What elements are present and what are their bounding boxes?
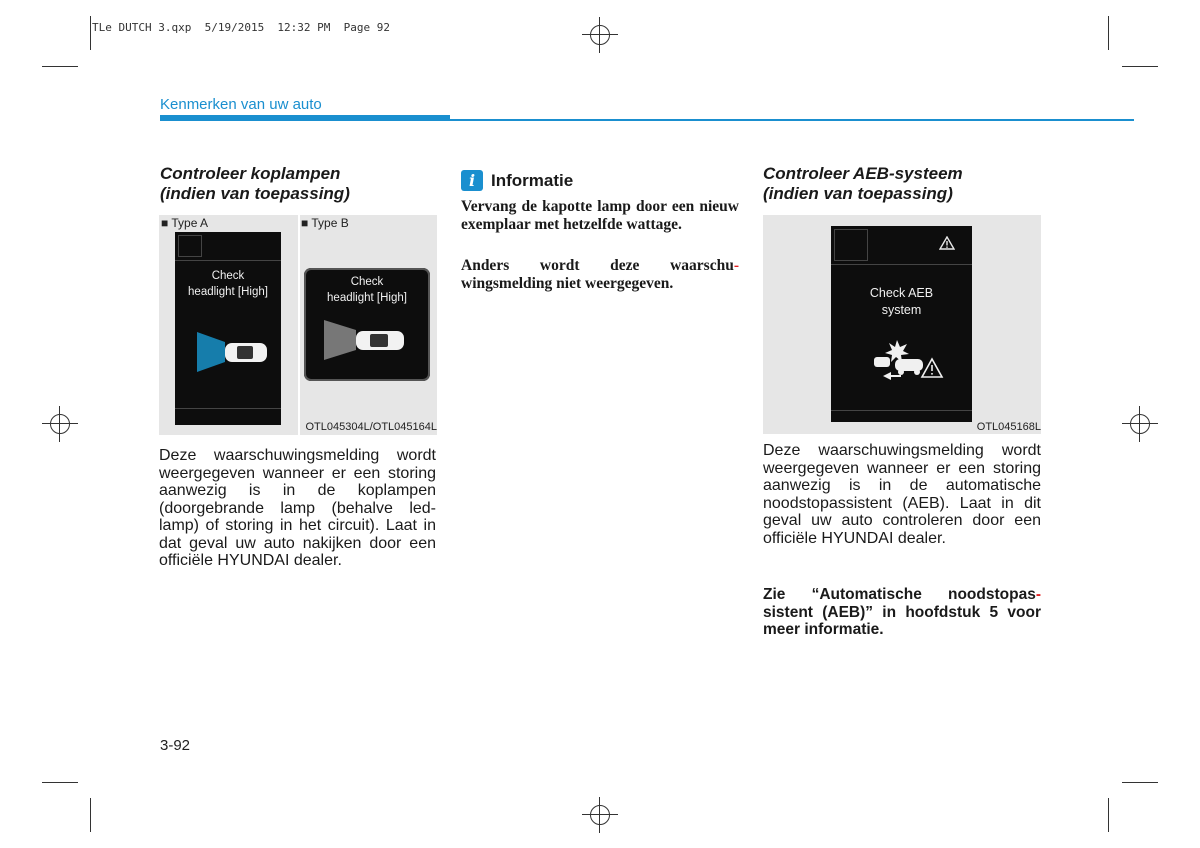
screen-a-line2: headlight [High] bbox=[188, 286, 268, 298]
right-image-code: OTL045168L bbox=[976, 421, 1041, 433]
crop-mark bbox=[90, 16, 91, 50]
type-b-label: ■ Type B bbox=[301, 216, 349, 230]
aeb-screen-line1: Check AEB bbox=[869, 286, 934, 300]
screen-divider bbox=[175, 260, 281, 261]
car-headlight-icon bbox=[189, 330, 273, 374]
left-heading-line1: Controleer koplampen bbox=[160, 164, 341, 183]
info-paragraph-2 bbox=[461, 257, 739, 293]
registration-mark-top bbox=[582, 17, 618, 53]
section-rule bbox=[450, 119, 1134, 121]
screen-b-message bbox=[304, 274, 430, 306]
registration-mark-left bbox=[42, 406, 78, 442]
printer-slug: TLe DUTCH 3.qxp 5/19/2015 12:32 PM Page 92 bbox=[92, 21, 391, 34]
aeb-screen-message bbox=[831, 285, 972, 319]
info-paragraph-1: Vervang de kapotte lamp door een nieuw exemplaar met hetzelfde wattage. bbox=[461, 198, 739, 233]
aeb-screen-line2: system bbox=[881, 303, 922, 317]
crop-mark bbox=[90, 798, 91, 832]
left-heading bbox=[160, 164, 440, 204]
car-headlight-icon bbox=[318, 318, 414, 362]
screen-a-line1: Check bbox=[211, 270, 245, 282]
screen-icon-slot bbox=[178, 235, 202, 257]
crop-mark bbox=[1122, 782, 1158, 783]
right-note-part1: Zie “Automatische noodstopas bbox=[763, 586, 1036, 603]
warning-triangle-icon bbox=[939, 236, 955, 250]
screen-divider bbox=[831, 410, 972, 411]
crop-mark bbox=[42, 782, 78, 783]
info-paragraph-2-part1: Anders wordt deze waarschu bbox=[461, 257, 734, 274]
headlight-figure bbox=[159, 215, 437, 435]
screen-a-message bbox=[175, 268, 281, 300]
screen-b-line2: headlight [High] bbox=[327, 292, 407, 304]
info-paragraph-2-part2: wingsmelding niet weergegeven. bbox=[461, 275, 674, 292]
crop-mark bbox=[1108, 16, 1109, 50]
cluster-screen-type-a bbox=[175, 232, 281, 425]
type-a-label: ■ Type A bbox=[161, 216, 209, 230]
right-paragraph: Deze waarschuwingsmelding wordt weergegeven wanneer er een storing aanwezig is in de automatische noodstopassistent (AEB). Laat in dit geval uw auto controleren door een officiële HYUNDAI dealer. bbox=[763, 442, 1041, 547]
right-heading-line1: Controleer AEB-systeem bbox=[763, 164, 963, 183]
aeb-figure bbox=[763, 215, 1041, 434]
crop-mark bbox=[1108, 798, 1109, 832]
figure-divider bbox=[298, 215, 300, 435]
hyphen-mark: - bbox=[733, 257, 739, 274]
crop-mark bbox=[42, 66, 78, 67]
right-note-part2: sistent (AEB)” in hoofdstuk 5 voor meer informatie. bbox=[763, 603, 1041, 638]
right-note bbox=[763, 586, 1041, 639]
left-heading-line2: (indien van toepassing) bbox=[160, 184, 350, 203]
registration-mark-bottom bbox=[582, 797, 618, 833]
hyphen-mark: - bbox=[1035, 586, 1041, 603]
left-image-code: OTL045304L/OTL045164L bbox=[305, 421, 437, 433]
screen-icon-slot bbox=[834, 229, 868, 261]
right-heading-line2: (indien van toepassing) bbox=[763, 184, 953, 203]
right-heading bbox=[763, 164, 1043, 204]
page-number: 3-92 bbox=[160, 737, 191, 754]
registration-mark-right bbox=[1122, 406, 1158, 442]
left-paragraph: Deze waarschuwingsmelding wordt weergegeven wanneer er een storing aanwezig is in de koplampen (doorgebrande lamp (behalve led-lamp) of storing in het circuit). Laat in dat geval uw auto nakijken door een officiële HYUNDAI dealer. bbox=[159, 447, 436, 569]
collision-icon bbox=[871, 338, 945, 382]
section-title: Kenmerken van uw auto bbox=[160, 96, 322, 113]
info-icon: i bbox=[461, 170, 483, 191]
info-title: Informatie bbox=[491, 171, 574, 190]
screen-divider bbox=[831, 264, 972, 265]
crop-mark bbox=[1122, 66, 1158, 67]
section-title-bar bbox=[160, 115, 450, 121]
cluster-screen-aeb bbox=[831, 226, 972, 422]
screen-b-line1: Check bbox=[350, 276, 384, 288]
screen-divider bbox=[175, 408, 281, 409]
cluster-screen-type-b bbox=[304, 268, 430, 381]
